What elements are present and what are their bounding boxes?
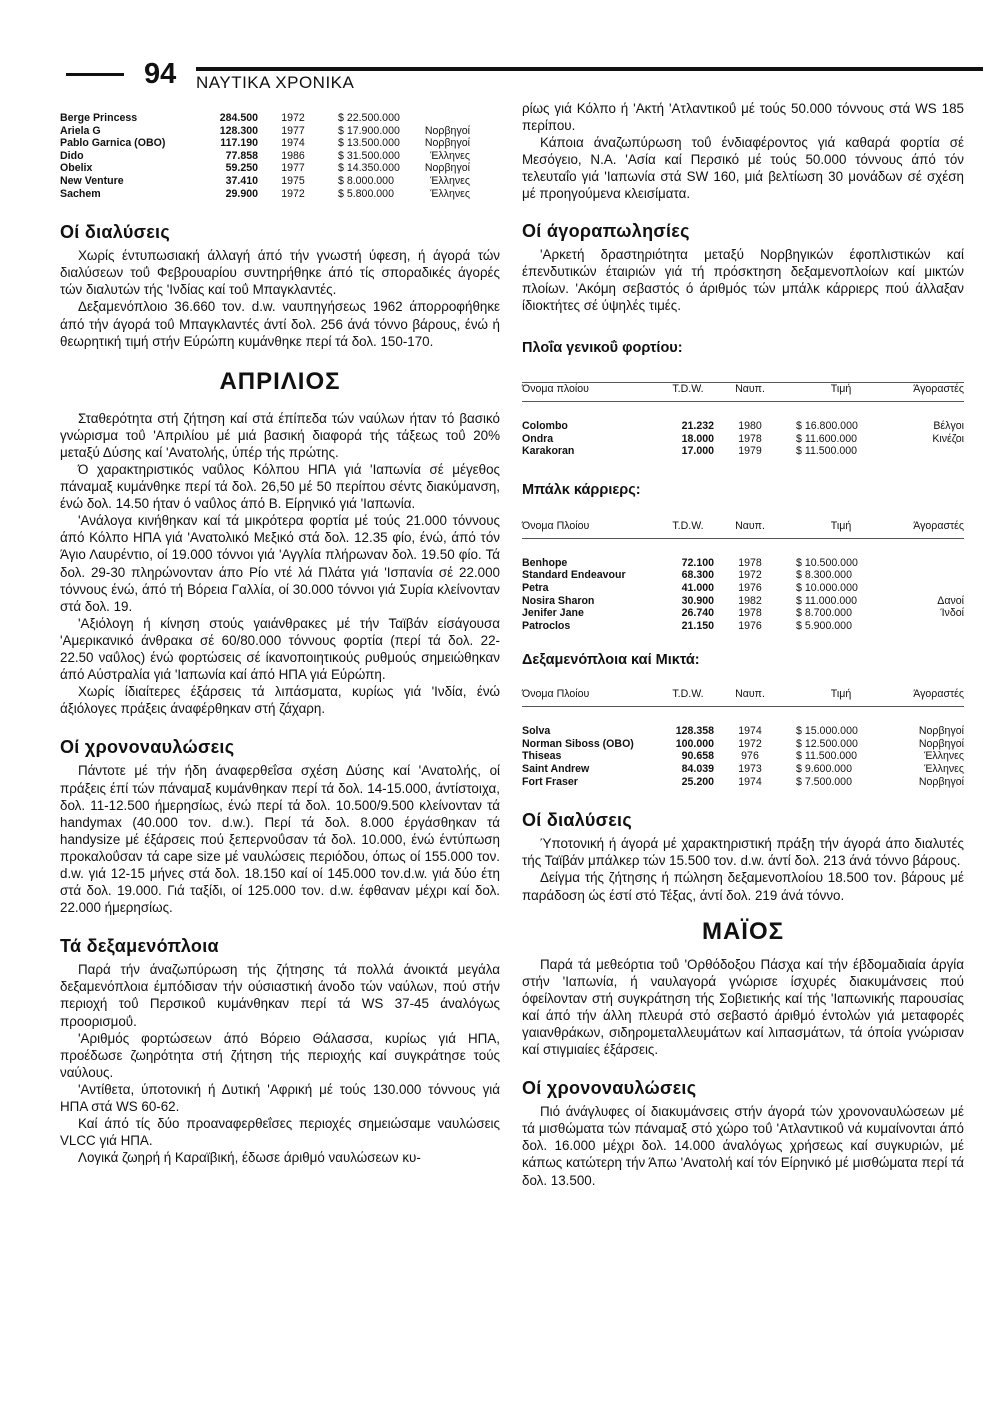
paragraph: 'Αντίθετα, ύποτονική ή Δυτική 'Αφρική μέ τούς 130.000 τόννους γιά ΗΠΑ στά WS 60-62. [60,1081,500,1114]
table-title-general-cargo: Πλοΐα γενικοΰ φορτίου: [522,339,683,356]
ship-price: $ 15.000.000 [796,725,858,738]
ship-price: $ 22.500.000 [338,112,400,124]
ship-dwt: 21.232 [681,419,714,432]
paragraph: Δεξαμενόπλοιο 36.660 τον. d.w. ναυπηγήσεως 1962 άπορροφήθηκε άπό τήν άγορά τοΰ Μπαγκλαντές άντί δολ. 256 άνά τόννο βάρους, ένώ ή θεωρητική τιμή στήν Εύρώπη κυμάνθηκε περί τά δολ. 150-170. [60,299,500,349]
ship-year: 976 [741,750,759,763]
ship-dwt: 68.300 [681,569,714,582]
ship-buyer: Νορβηγοί [424,124,470,137]
ship-price: $ 17.900.000 [338,124,400,137]
ship-buyer: Έλληνες [924,763,964,776]
table-row [522,595,964,608]
column-header: Όνομα Πλοίου [522,519,590,532]
column-header: Ναυπ. [735,519,765,532]
table-title-tankers-combined: Δεξαμενόπλοια καί Μικτά: [522,652,700,669]
ship-buyer [896,582,964,595]
section-title-tankers: Τά δεξαμενόπλοια [60,936,219,957]
ship-name: Standard Endeavour [522,569,626,582]
left-column [60,112,500,1166]
ship-buyer: Νορβηγοί [918,725,964,738]
table-row [522,776,964,789]
ship-name: Patroclos [522,619,571,632]
table-row [60,137,470,150]
ship-price: $ 8.300.000 [796,569,852,582]
table-title-bulk-carriers: Μπάλκ κάρριερς: [522,481,641,498]
ship-year: 1973 [738,763,762,776]
ship-name: Norman Siboss (OBO) [522,737,634,750]
ship-name: Solva [522,725,551,738]
ship-dwt: 100.000 [675,737,714,750]
ship-buyer: Νορβηγοί [424,137,470,150]
column-header: T.D.W. [672,688,704,701]
ship-dwt: 29.900 [225,187,258,200]
ship-price: $ 10.000.000 [796,581,858,594]
table-row [60,150,470,163]
paragraph: Ύποτονική ή άγορά μέ χαρακτηριστική πράξη τήν άγορά άπο διαλυτές τής Ταϊβάν μπάλκερ τών 15.500 τον. d.w. άντί δολ. 213 άνά τόννο βάρους. [522,836,964,869]
ship-dwt: 26.740 [681,607,714,620]
right-column [522,100,964,1189]
month-heading-april: ΑΠΡΙΛΙΟΣ [219,367,341,395]
paragraph: Χωρίς έντυπωσιακή άλλαγή άπό τήν γνωστή ύφεση, ή άγορά τών διαλύσεων τοΰ Φεβρουαρίου συντηρήθηκε άπό τίς σποραδικές άγορές τών διαλυτών τής 'Ινδίας καί τοΰ Μπαγκλαντές. [60,248,500,298]
ship-price: $ 10.500.000 [796,556,858,569]
ship-name: Pablo Garnica (OBO) [60,137,166,150]
page-header [66,58,983,102]
ship-price: $ 5.900.000 [796,619,852,632]
ship-dwt: 90.658 [681,750,714,763]
paragraph: Πιό άνάγλυφες οί διακυμάνσεις στήν άγορά τών χρονοναυλώσεων μέ τά μισθώματα τών πάναμαξ στό χώρο τοΰ 'Ατλαντικοΰ νά κυμαίνονται άπό δολ. 16.000 μέχρι δολ. 14.000 άναλόγως χρήσεως καί συγκυριών, μέ κάπως κατώτερη τήν Άπω 'Ανατολή καί τόν Είρηνικό μέ μισθώματα περί τά δολ. 13.500. [522,1104,964,1188]
paragraph: Ό χαρακτηριστικός ναΰλος Κόλπου ΗΠΑ γιά 'Ιαπωνία σέ μέγεθος πάναμαξ κυμάνθηκε περί τά δολ. 26,50 μέ 50 περίπου σέντς διακύμανση, ένώ δολ. 14.50 ήταν ό ναΰλος άπό Β. Είρηνικό γιά 'Ιαπωνία. [60,462,500,512]
ship-buyer: Έλληνες [924,750,964,763]
ship-name: Berge Princess [60,112,138,124]
ship-buyer [896,620,964,633]
table-row [522,557,964,570]
header-rule-right [196,67,983,71]
ship-name: Obelix [60,162,93,175]
table-row [60,112,470,125]
ship-name: Ondra [522,432,554,445]
ship-name: Fort Fraser [522,775,578,788]
ship-dwt: 30.900 [681,594,714,607]
section-title-sales: Οί άγοραπωλησίες [522,220,690,241]
bulk-carriers-header [522,520,964,532]
column-header: T.D.W. [672,519,704,532]
table-row [522,420,964,433]
ship-dwt: 117.190 [220,137,258,150]
ship-year: 1972 [738,737,762,750]
column-header: T.D.W. [672,382,704,395]
ship-year: 1972 [738,569,762,582]
section-title-scrapping: Οί διαλύσεις [60,222,171,243]
ship-dwt: 41.000 [681,581,714,594]
paragraph: Παρά τά μεθεόρτια τοΰ 'Ορθόδοξου Πάσχα καί τήν έβδομαδιαία άργία στήν 'Ιαπωνία, ή ναυλαγορά γνώρισε ίσχυρές διακυμάνσεις πού όφείλονταν στή συγκράτηση τής Σοβιετικής καί τής 'Ιαπωνικής παρουσίας καί άπό τήν άλλη πλευρά στό σεβαστό άριθμό έντολών γιά μεταφορές γαιανθράκων, σιδηρομεταλλευμάτων καί λιπασμάτων, τά όποία γνώρισαν καί στιγμιαίες έξάρσεις. [522,956,964,1058]
paragraph: ρίως γιά Κόλπο ή 'Ακτή 'Ατλαντικοΰ μέ τούς 50.000 τόννους στά WS 185 περίπου. [522,101,964,134]
table-row [522,725,964,738]
ship-year: 1976 [738,619,762,632]
ship-year: 1979 [738,445,762,458]
ship-price: $ 11.500.000 [796,750,858,763]
section-title-time-charters-2: Οί χρονοναυλώσεις [522,1078,697,1099]
ship-dwt: 77.858 [225,149,258,162]
ship-dwt: 128.300 [219,124,258,137]
table-row [60,162,470,175]
ship-dwt: 25.200 [681,775,714,788]
ship-name: Nosira Sharon [522,594,595,607]
ship-name: Dido [60,149,84,162]
ship-name: Karakoran [522,445,575,458]
paragraph: Λογικά ζωηρή ή Καραϊβική, έδωσε άριθμό ναυλώσεων κυ- [78,1150,421,1166]
ship-dwt: 72.100 [681,556,714,569]
ship-dwt: 59.250 [225,162,258,175]
tankers-header [522,688,964,700]
ship-price: $ 16.800.000 [796,419,858,432]
table-row [522,620,964,633]
table-row [60,188,470,201]
ship-price: $ 13.500.000 [338,137,400,150]
general-cargo-table [522,383,964,395]
table-row [60,175,470,188]
paragraph: Παρά τήν άναζωπύρωση τής ζήτησης τά πολλά άνοικτά μεγάλα δεξαμενόπλοια έμπόδισαν τήν ούσιαστική άνοδο τών ναύλων, πού στήν περιοχή τοΰ Περσικοΰ κυμάνθηκαν περί τά WS 37-45 άναλόγως προορισμοΰ. [60,962,500,1029]
ship-name: Benhope [522,556,568,569]
ship-buyer [896,445,964,458]
ship-buyer: Δανοί [937,594,964,607]
ship-dwt: 84.039 [681,763,714,776]
paragraph: Σταθερότητα στή ζήτηση καί στά έπίπεδα τών ναύλων ήταν τό βασικό γνώρισμα τοΰ 'Απριλίου μέ μιά βασική διαφορά τής τάξεως τοΰ 20% μεταξύ Δύσης καί 'Ανατολής, ύπέρ τής πρώτης. [60,410,500,460]
ship-year: 1976 [738,581,762,594]
ship-price: $ 31.500.000 [338,149,400,162]
ship-price: $ 9.600.000 [796,763,852,776]
ship-year: 1975 [281,174,305,187]
section-title-time-charters: Οί χρονοναυλώσεις [60,737,235,758]
paragraph: 'Ανάλογα κινήθηκαν καί τά μικρότερα φορτία μέ τούς 21.000 τόννους άπό Κόλπο ΗΠΑ γιά 'Ανατολικό Μεξικό στά δολ. 12.35 φίο, ένώ, άπό τόν Άγιο Λαυρέντιο, οί 19.000 τόννοι γιά 'Αγγλία πλήρωναν δολ. 19.50 φίο. Τά δολ. 29-30 πληρώνονταν άπο Ρίο ντέ λά Πλάτα γιά 'Ισπανία σέ 22.000 τόννους ένώ, άπό τή Βόρεια Γαλλία, οί 30.000 τόννοι γιά Συρία κλείνονταν στά δολ. 19. [60,513,500,614]
ship-dwt: 17.000 [681,445,714,458]
paragraph: Χωρίς ίδιαίτερες έξάρσεις τά λιπάσματα, κυρίως γιά 'Ινδία, ένώ άξιόλογες πράξεις άναφέρθηκαν στή ζάχαρη. [60,684,500,717]
ship-price: $ 14.350.000 [338,162,400,175]
ship-year: 1977 [281,162,305,175]
ship-year: 1978 [738,607,762,620]
column-header: Ναυπ. [735,688,765,701]
column-header: Τιμή [830,519,852,532]
month-heading-may: ΜΑΪΟΣ [701,917,785,945]
ship-year: 1972 [281,187,305,200]
column-header: Ναυπ. [735,382,765,395]
table-row [522,569,964,582]
table-row [522,738,964,751]
ship-buyer: Βέλγοι [933,419,964,432]
ship-year: 1977 [281,124,305,137]
ship-name: New Venture [60,174,124,187]
table-row [60,125,470,138]
table-row [522,582,964,595]
tankers-table [522,725,964,788]
table-row [522,433,964,446]
column-header: Άγοραστές [913,382,964,395]
table-row [522,750,964,763]
ship-name: Saint Andrew [522,763,590,776]
ship-year: 1974 [281,137,305,150]
column-header: Όνομα πλοίου [522,382,589,395]
ship-price: $ 8.000.000 [338,174,394,187]
ship-name: Ariela G [60,124,101,137]
ship-name: Thiseas [522,750,562,763]
ship-dwt: 18.000 [681,432,714,445]
ship-year: 1978 [738,432,762,445]
ship-year: 1978 [738,556,762,569]
ship-buyer [408,112,470,125]
paragraph: 'Αξιόλογη ή κίνηση στούς γαιάνθρακες μέ τήν Ταϊβάν είσάγουσα 'Αμερικανικό άνθρακα σέ 60/80.000 τόννους φορτία (περί τά δολ. 22-22.50 ναΰλος) ένώ φορτώσεις σέ ίκανοποιητικούς ρυθμούς σημειώθηκαν άπό Αύστραλία γιά 'Ιαπωνία καί άπό ΗΠΑ γιά Εύρώπη. [60,615,500,683]
ship-buyer [896,557,964,570]
ship-dwt: 284.500 [219,112,258,124]
header-rule-left [66,73,124,76]
page-number: 94 [144,58,177,90]
bulk-carriers-table [522,557,964,633]
ship-year: 1986 [281,149,305,162]
ship-name: Colombo [522,419,568,432]
ship-dwt: 128.358 [675,725,714,738]
ship-buyer: Έλληνες [430,187,470,200]
table-row [522,445,964,458]
ship-price: $ 8.700.000 [796,607,852,620]
ship-buyer: Έλληνες [430,174,470,187]
ship-buyer [896,569,964,582]
ship-year: 1982 [738,594,762,607]
ship-dwt: 37.410 [225,174,258,187]
ship-price: $ 7.500.000 [796,775,852,788]
ship-buyer: Νορβηγοί [918,737,964,750]
ship-price: $ 5.800.000 [338,187,394,200]
general-cargo-rows [522,420,964,458]
ship-price: $ 12.500.000 [796,737,858,750]
ship-buyer: Νορβηγοί [918,775,964,788]
ship-price: $ 11.600.000 [796,432,858,445]
ship-year: 1974 [738,775,762,788]
paragraph: Πάντοτε μέ τήν ήδη άναφερθεΐσα σχέση Δύσης καί 'Ανατολής, οί πράξεις έπί τών πάναμαξ κυμάνθηκαν περί τά δολ. 14-15.000, άντίστοιχα, δολ. 11-12.500 ήμερησίως, ένώ περί τά δολ. 10.500/9.500 κλείνονταν τά handymax (40.000 τον. d.w.). Περί τά δολ. 8.000 έργάσθηκαν τά handysize μέ έξάρσεις πού ξεπερνοΰσαν τά δολ. 10.000, ένώ έντύπωση προκαλοΰσαν τά cape size μέ ναυλώσεις περιόδου, όπως οί 155.000 τον. d.w. γιά 12-15 μήνες στά δολ. 18.150 καί οί 145.000 τον.d.w. γιά δύο έτη στά δολ. 19.000. Γιά ταξίδι, οί 125.000 τον. d.w. έφθαναν μέχρι καί δολ. 22.000 ήμερησίως. [60,763,500,916]
column-header: Άγοραστές [913,519,964,532]
ship-year: 1980 [738,419,762,432]
column-header: Τιμή [830,688,852,701]
publication-title: ΝΑΥΤΙΚΑ ΧΡΟΝΙΚΑ [196,73,355,92]
column-header: Όνομα Πλοίου [522,688,590,701]
table-row [522,607,964,620]
ship-name: Sachem [60,187,101,200]
paragraph: 'Αρκετή δραστηριότητα μεταξύ Νορβηγικών έφοπλιστικών καί έπενδυτικών έταιριών γιά τή πρόσκτηση δεξαμενοπλοίων καί μικτών πλοίων. 'Ακόμη σεβαστός ό άριθμός τών μπάλκ κάρριερς πού άλλαξαν ίδιοκτήτες σέ ύψηλές τιμές. [522,246,964,313]
paragraph: 'Αριθμός φορτώσεων άπό Βόρειο Θάλασσα, κυρίως γιά ΗΠΑ, προέδωσε ζωηρότητα στή ζήτηση τής περιοχής καί συγκράτησε τούς ναύλους. [60,1030,500,1080]
ship-price: $ 11.000.000 [796,594,858,607]
ship-dwt: 21.150 [681,619,714,632]
ship-name: Jenifer Jane [522,607,584,620]
ship-year: 1972 [281,112,305,124]
ship-buyer: Κινέζοι [932,432,964,445]
section-title-scrapping-2: Οί διαλύσεις [522,810,633,831]
column-header: Τιμή [830,382,852,395]
table-row [522,763,964,776]
ship-name: Petra [522,581,549,594]
paragraph: Δείγμα τής ζήτησης ή πώληση δεξαμενοπλοίου 18.500 τον. βάρους μέ παράδοση ώς έστί στό Τέξας, άντί δολ. 219 άνά τόννο. [522,870,964,903]
paragraph: Κάποια άναζωπύρωση τοΰ ένδιαφέροντος γιά καθαρά φορτία σέ Μεσόγειο, Ν.Α. 'Ασία καί Περσικό μέ τούς 50.000 τόννους άπό τόν τελευταΐο γιά 'Ιαπωνία στά SW 160, μιά βελτίωση 30 μονάδων σέ σχέση μέ προηγούμενα κλεισίματα. [522,135,964,202]
ship-buyer: Νορβηγοί [424,162,470,175]
column-header: Άγοραστές [913,688,964,701]
paragraph: Καί άπό τίς δύο προαναφερθεΐσες περιοχές σημειώσαμε ναυλώσεις VLCC γιά ΗΠΑ. [60,1116,500,1149]
ship-buyer: Έλληνες [430,149,470,162]
ship-price: $ 11.500.000 [796,445,858,458]
ship-buyer: Ίνδοί [940,607,964,620]
ship-year: 1974 [738,725,762,738]
sales-table-continued [60,112,470,200]
